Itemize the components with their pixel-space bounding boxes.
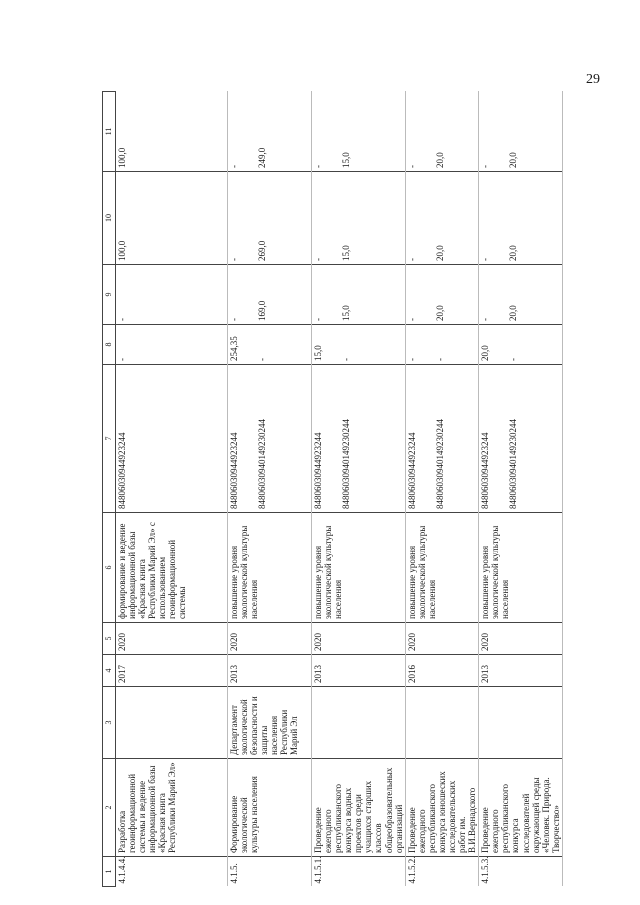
executor [116,687,228,759]
value: 20,0 [508,305,519,321]
value: - [229,318,239,321]
value-col-11 [405,92,479,172]
budget-code-line: 84806030940149230244 [257,419,268,509]
executor [479,687,563,759]
column-number: 2 [103,759,116,857]
value: - [406,165,417,168]
expected-result: повышение уровня экологической культуры населения [228,513,312,623]
value-col-10 [228,172,312,265]
value: 15,0 [341,245,352,261]
activity-name: Проведение ежегодного республиканского конкурса юношеских исследовательских работ им. В.И.Вернадского [405,759,479,857]
budget-code [116,365,228,513]
value: - [480,318,491,321]
value-col-11 [312,92,406,172]
value-col-11 [228,92,312,172]
activity-name: Проведение ежегодного республиканского конкурса исследователей окружающей среды «Человек. Природа. Творчество» [479,759,563,857]
table-row [479,92,563,887]
table-row [228,92,312,887]
column-number: 1 [103,857,116,887]
row-id: 4.1.5.1. [312,857,406,887]
value: - [406,318,417,321]
row-id: 4.1.5.2. [405,857,479,887]
value-col-9 [312,265,406,325]
column-number: 4 [103,655,116,687]
program-activities-table [102,91,563,887]
value: - [313,258,323,261]
value: 20,0 [508,245,519,261]
value: 20,0 [480,345,491,361]
budget-code-line: 84806030940149230244 [508,419,519,509]
value-col-9 [228,265,312,325]
value: - [480,165,491,168]
budget-code-line: 84806030944923244 [229,432,239,509]
value: 15,0 [341,305,352,321]
row-id: 4.1.5. [228,857,312,887]
value-col-8 [405,325,479,365]
row-id: 4.1.4.4. [116,857,228,887]
budget-code-line: 84806030944923244 [480,432,491,509]
activity-name: Проведение ежегодного республиканского конкурса водных проектов среди учащихся старших классов общеобразовательных организаций [312,759,406,857]
value: - [406,258,417,261]
end-year: 2020 [479,623,563,655]
page-number: 29 [586,72,600,87]
value: 20,0 [434,305,445,321]
value: - [313,318,323,321]
end-year: 2020 [312,623,406,655]
value: - [257,358,268,361]
value: - [229,258,239,261]
column-number: 5 [103,623,116,655]
value: - [406,358,417,361]
column-number: 9 [103,265,116,325]
value-col-10 [405,172,479,265]
budget-code [228,365,312,513]
value-col-9 [405,265,479,325]
value-col-8 [479,325,563,365]
value: 269,0 [257,240,268,261]
budget-code [405,365,479,513]
executor: Департамент экологической безопасности и защиты населения Республики Марий Эл [228,687,312,759]
column-number: 7 [103,365,116,513]
value-col-10 [116,172,228,265]
expected-result: повышение уровня экологической культуры населения [312,513,406,623]
value: 100,0 [117,240,127,261]
activity-name: Разработка геоинформационной системы и ведение информационной базы «Красная книга Республики Марий Эл» [116,759,228,857]
value: - [229,165,239,168]
value: 15,0 [341,152,352,168]
value: - [480,258,491,261]
value: 20,0 [434,245,445,261]
value-col-8 [228,325,312,365]
budget-code-line: 84806030944923244 [117,432,127,509]
value: - [117,358,127,361]
value: - [341,358,352,361]
value: 254,35 [229,336,239,361]
budget-code-line: 84806030944923244 [406,432,417,509]
value-col-8 [312,325,406,365]
value: 100,0 [117,147,127,168]
budget-code [312,365,406,513]
column-number: 3 [103,687,116,759]
value-col-11 [116,92,228,172]
value: 15,0 [313,345,323,361]
budget-code-line: 84806030944923244 [313,432,323,509]
column-number: 8 [103,325,116,365]
value-col-8 [116,325,228,365]
executor [405,687,479,759]
value-col-9 [116,265,228,325]
value-col-10 [312,172,406,265]
budget-code-line: 84806030940149230244 [434,419,445,509]
value: - [508,358,519,361]
executor [312,687,406,759]
start-year: 2013 [479,655,563,687]
expected-result: формирование и ведение информационной базы «Красная книга Республики Марий Эл» с использованием геоинформационной системы [116,513,228,623]
start-year: 2013 [312,655,406,687]
start-year: 2017 [116,655,228,687]
column-number: 11 [103,92,116,172]
end-year: 2020 [228,623,312,655]
value: 20,0 [434,152,445,168]
expected-result: повышение уровня экологической культуры населения [405,513,479,623]
end-year: 2020 [405,623,479,655]
table-row [116,92,228,887]
column-number: 10 [103,172,116,265]
row-id: 4.1.5.3. [479,857,563,887]
table-row [312,92,406,887]
value: - [434,358,445,361]
value: 169,0 [257,300,268,321]
expected-result: повышение уровня экологической культуры населения [479,513,563,623]
value: 20,0 [508,152,519,168]
budget-code [479,365,563,513]
table-row [405,92,479,887]
start-year: 2013 [228,655,312,687]
value-col-10 [479,172,563,265]
column-number: 6 [103,513,116,623]
value: - [117,318,127,321]
start-year: 2016 [405,655,479,687]
value: 249,0 [257,147,268,168]
value-col-9 [479,265,563,325]
column-number-row [103,92,116,887]
rotated-table-container [102,92,561,887]
end-year: 2020 [116,623,228,655]
budget-code-line: 84806030940149230244 [341,419,352,509]
value: - [313,165,323,168]
activity-name: Формирование экологической культуры населения [228,759,312,857]
value-col-11 [479,92,563,172]
